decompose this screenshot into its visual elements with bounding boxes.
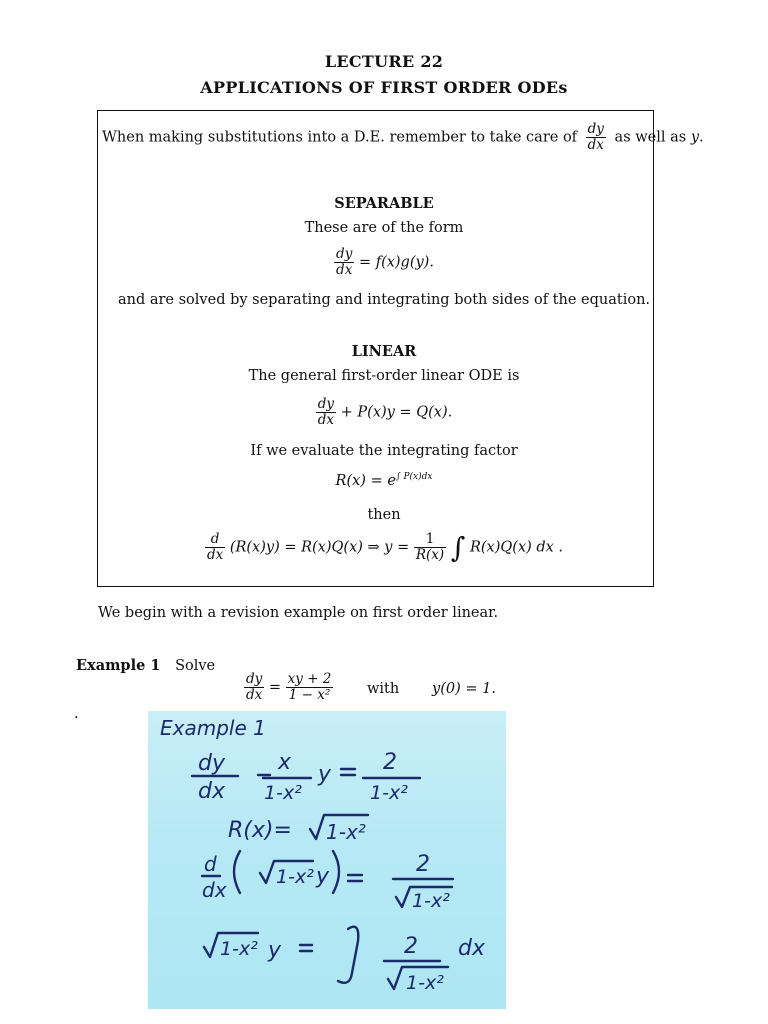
final-one-over-r [414,532,446,563]
svg-text:dx: dx [198,779,225,804]
example-right-den: 1 − x² [288,687,331,703]
final-d-num: d [205,532,225,548]
example-verb: Solve [175,658,216,674]
svg-text:y: y [268,938,282,963]
factor-lhs: R(x) = e [335,472,396,489]
example-dydx [244,672,264,703]
final-d-dx [205,532,225,563]
svg-text:1-x²: 1-x² [326,820,366,844]
note-dydx-fraction [586,122,606,153]
svg-text:1-x²: 1-x² [370,782,408,804]
svg-text:1-x²: 1-x² [276,866,314,888]
separable-intro: These are of the form [304,220,464,236]
note-frac-den: dx [587,137,604,153]
example-equals: = [268,679,282,696]
svg-text:1-x²: 1-x² [406,972,444,994]
factor-intro: If we evaluate the integrating factor [250,443,518,459]
linear-solution [0,531,768,564]
linear-frac-num: dy [317,396,335,412]
example-right-num: xy + 2 [287,671,332,687]
note-text-after: as well as [614,129,687,146]
final-frac-num: 1 [414,532,446,548]
example-label [76,657,215,674]
integrating-factor [0,472,768,489]
note-var: y [690,129,700,146]
final-mid: (R(x)y) = R(x)Q(x) ⇒ y = [229,539,410,556]
example-rhs-fraction [286,672,334,703]
svg-text:y: y [318,762,332,787]
linear-intro: The general first-order linear ODE is [248,368,520,384]
separable-outro: and are solved by separating and integrating both sides of the equation. [117,292,651,308]
svg-text:d: d [204,852,217,876]
svg-text:2: 2 [416,852,430,877]
note-frac-num: dy [587,121,604,137]
final-d-den: dx [206,547,224,563]
then-label: then [367,507,401,523]
separable-dydx [334,247,354,278]
svg-text:x: x [278,750,292,775]
lecture-number: LECTURE 22 [324,52,444,71]
note-end: . [699,129,704,146]
integral-sign: ∫ [450,531,466,564]
svg-text:dy: dy [198,751,225,776]
example-number: Example 1 [76,657,161,674]
svg-text:dx: dx [202,878,227,902]
example-equation [244,672,333,703]
separable-rhs: = f(x)g(y). [358,254,434,271]
linear-frac-den: dx [317,412,335,428]
with-label: with [367,681,400,697]
linear-rhs: + P(x)y = Q(x). [340,404,453,421]
separable-frac-num: dy [336,246,353,262]
svg-text:2: 2 [383,750,397,775]
whiteboard-photo [148,711,506,1009]
svg-text:2: 2 [404,934,418,959]
svg-text:y: y [316,864,330,889]
example-left-den: dx [246,687,263,703]
initial-condition: y(0) = 1. [432,681,496,697]
factor-exponent: ∫ P(x)dx [395,472,433,482]
separable-equation [0,247,768,278]
linear-heading: LINEAR [351,343,417,360]
example-left-num: dy [246,671,263,687]
final-frac-den: R(x) [415,547,445,563]
svg-text:R(x)=: R(x)= [228,818,292,843]
substitution-note [102,121,704,153]
page-title: APPLICATIONS OF FIRST ORDER ODEs [200,78,568,97]
separable-frac-den: dx [336,262,353,278]
linear-dydx [316,397,336,428]
svg-text:1-x²: 1-x² [264,782,302,804]
photo-heading: Example 1 [160,716,266,740]
handwriting-drawing [148,711,506,1009]
separable-heading: SEPARABLE [334,195,434,212]
svg-text:1-x²: 1-x² [220,938,258,960]
revision-sentence: We begin with a revision example on first order linear. [98,605,499,621]
svg-text:dx: dx [458,936,485,961]
final-tail: R(x)Q(x) dx . [469,539,564,556]
svg-text:1-x²: 1-x² [412,890,450,912]
stray-dot: . [74,706,79,722]
note-text-before: When making substitutions into a D.E. remember to take care of [102,129,578,146]
linear-equation [0,397,768,428]
